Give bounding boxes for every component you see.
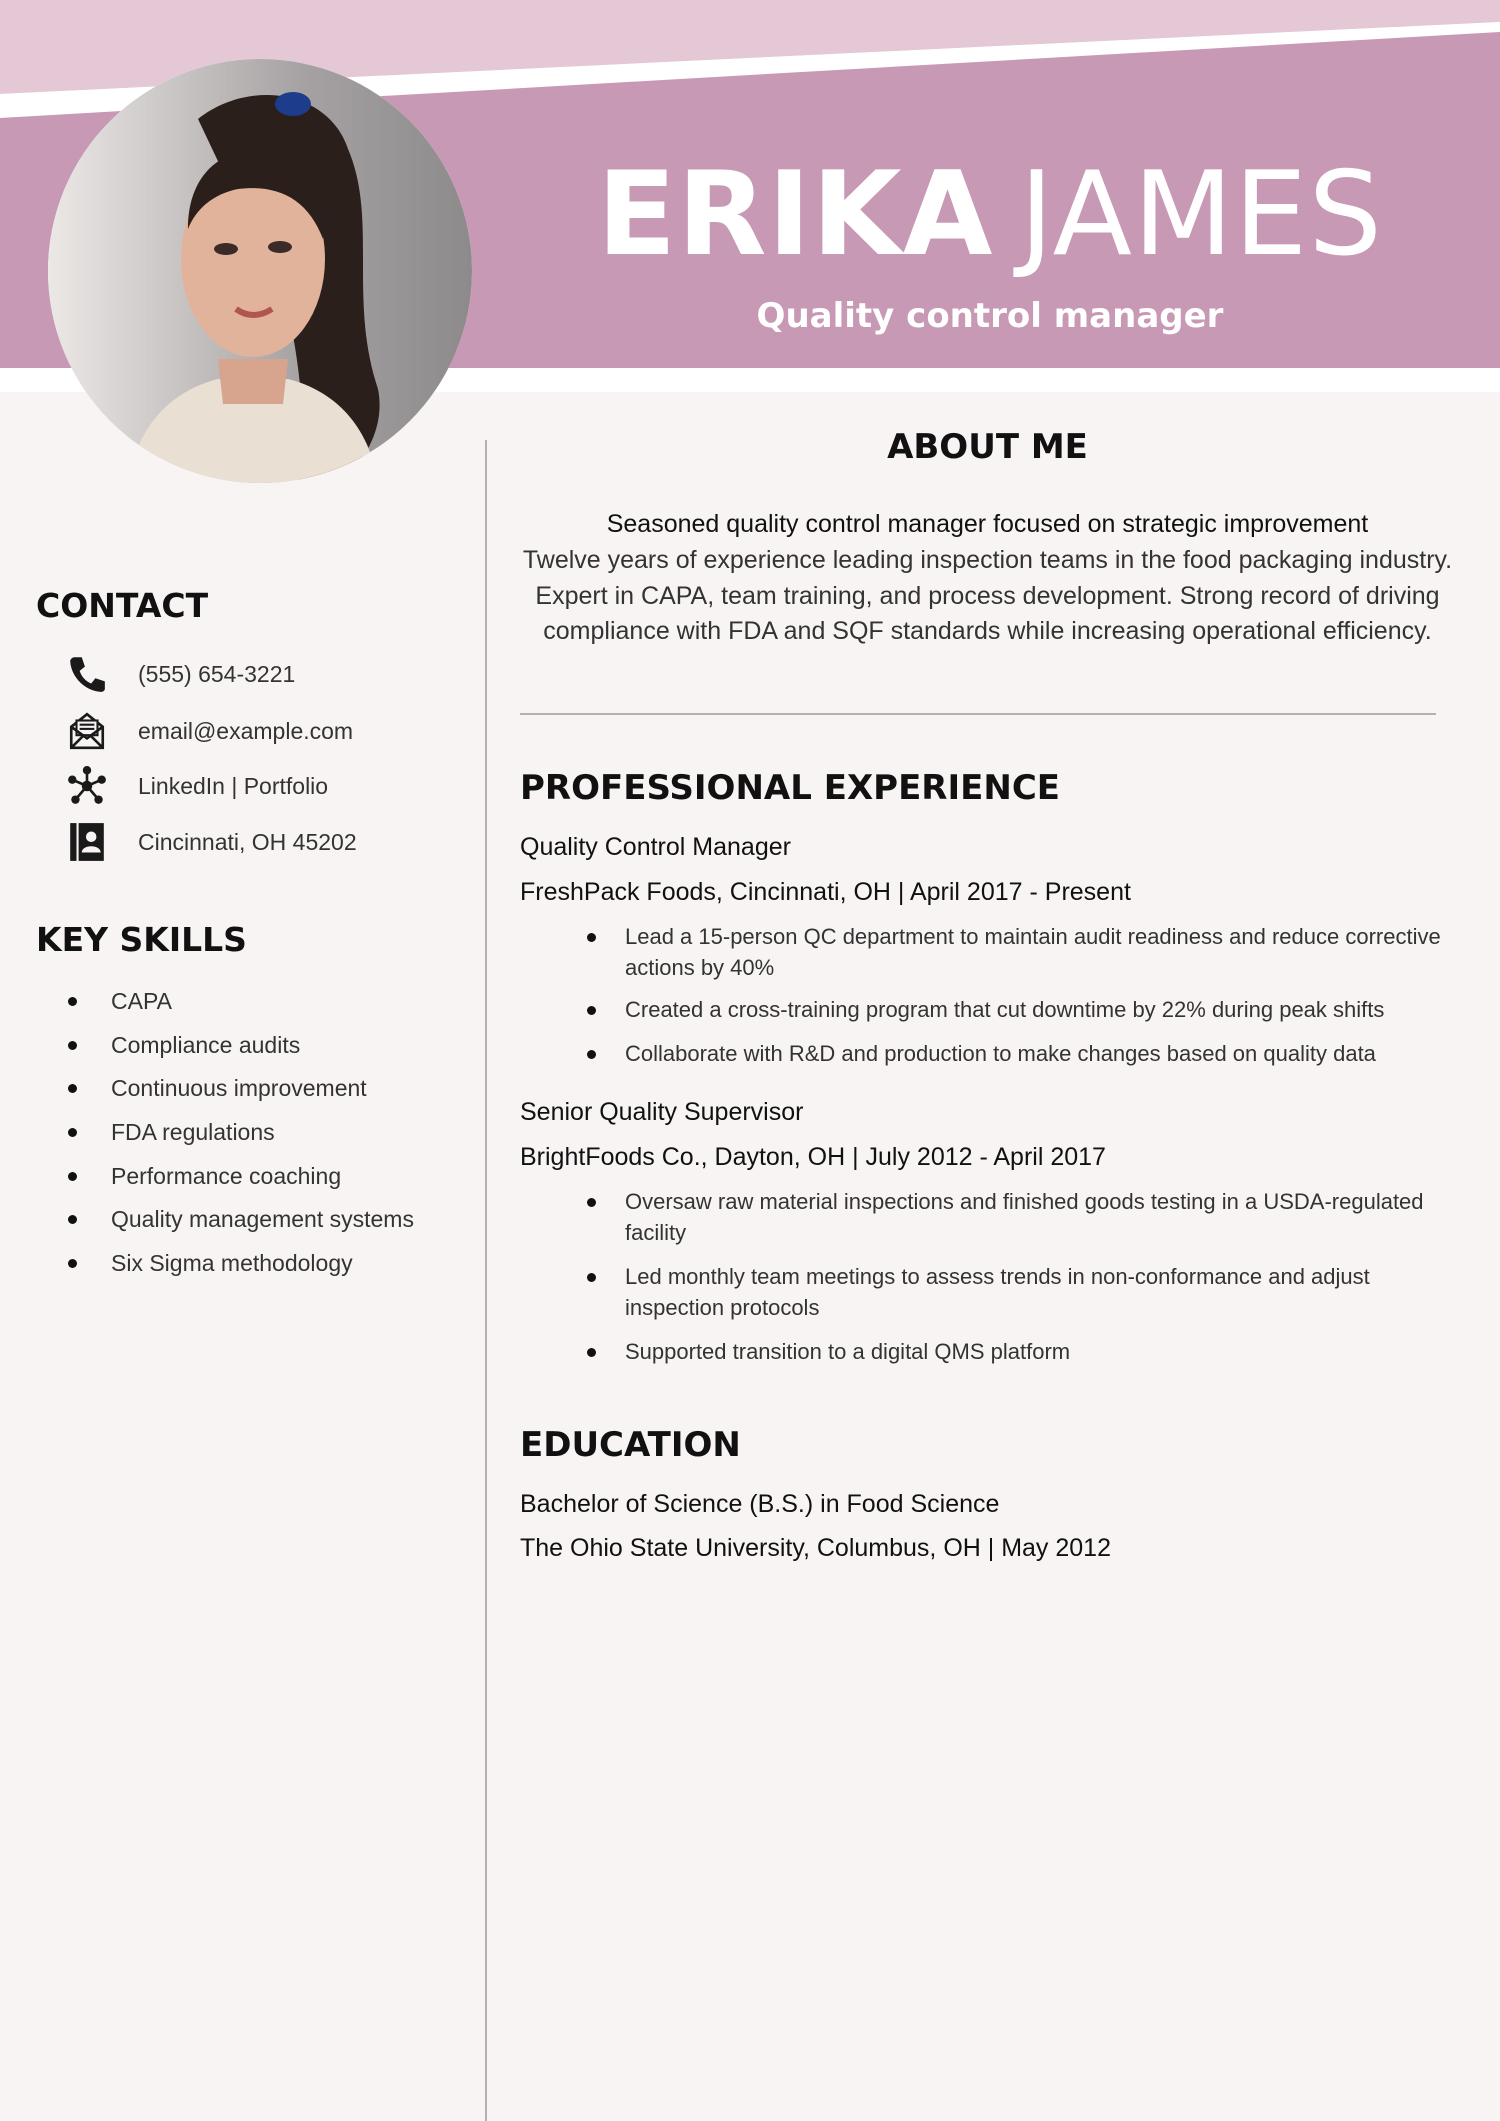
about-lead: Seasoned quality control manager focused on strategic improvement	[606, 510, 1369, 538]
job-role: Senior Quality Supervisor	[520, 1098, 804, 1126]
network-icon	[64, 763, 110, 809]
education-heading: EDUCATION	[520, 1425, 741, 1465]
skill-item: Compliance audits	[60, 1024, 414, 1068]
contact-heading: CONTACT	[36, 586, 209, 625]
full-name	[560, 147, 1420, 282]
experience-heading: PROFESSIONAL EXPERIENCE	[520, 768, 1060, 808]
job-bullet: Created a cross-training program that cut downtime by 22% during peak shifts	[580, 995, 1460, 1026]
job-bullet: Led monthly team meetings to assess trends in non-conformance and adjust inspection protocols	[580, 1262, 1460, 1323]
contact-location	[64, 819, 357, 865]
about-heading: ABOUT ME	[887, 427, 1088, 467]
job-bullet: Supported transition to a digital QMS platform	[580, 1337, 1460, 1368]
column-divider	[485, 440, 487, 2121]
phone-icon	[64, 651, 110, 697]
skill-item: CAPA	[60, 980, 414, 1024]
job-role: Quality Control Manager	[520, 833, 791, 861]
contact-email	[64, 708, 354, 754]
job-bullet: Collaborate with R&D and production to make changes based on quality data	[580, 1039, 1460, 1070]
skill-item: FDA regulations	[60, 1111, 414, 1155]
job-company: BrightFoods Co., Dayton, OH | July 2012 - April 2017	[520, 1143, 1106, 1171]
about-body: Twelve years of experience leading inspection teams in the food packaging industry. Expert in CAPA, team training, and process development. Strong record of driving compliance with FDA and SQF standards while increasing operational efficiency.	[522, 546, 1453, 645]
contact-links	[64, 763, 329, 809]
links-text: LinkedIn | Portfolio	[138, 772, 329, 799]
portrait-photo-icon	[48, 59, 472, 483]
profile-photo	[48, 59, 472, 483]
education-degree: Bachelor of Science (B.S.) in Food Science	[520, 1490, 1000, 1518]
skill-item: Performance coaching	[60, 1154, 414, 1198]
job-title: Quality control manager	[756, 296, 1224, 336]
job-bullets	[580, 922, 1460, 1069]
phone-text: (555) 654-3221	[138, 660, 296, 687]
skills-list	[60, 980, 414, 1285]
contact-card-icon	[64, 819, 110, 865]
first-name: ERIKA	[597, 147, 994, 282]
skill-item: Quality management systems	[60, 1198, 414, 1242]
contact-phone	[64, 651, 296, 697]
email-text: email@example.com	[138, 717, 354, 744]
skills-heading: KEY SKILLS	[36, 920, 247, 959]
location-text: Cincinnati, OH 45202	[138, 828, 357, 855]
section-divider	[520, 713, 1436, 715]
last-name: JAMES	[1019, 147, 1383, 282]
mail-icon	[64, 708, 110, 754]
job-bullet: Lead a 15-person QC department to maintain audit readiness and reduce corrective actions by 40%	[580, 922, 1460, 983]
skill-item: Six Sigma methodology	[60, 1242, 414, 1286]
education-school: The Ohio State University, Columbus, OH | May 2012	[520, 1534, 1111, 1562]
skill-item: Continuous improvement	[60, 1067, 414, 1111]
job-company: FreshPack Foods, Cincinnati, OH | April 2017 - Present	[520, 878, 1131, 906]
job-bullets	[580, 1187, 1460, 1368]
job-bullet: Oversaw raw material inspections and finished goods testing in a USDA-regulated facility	[580, 1187, 1460, 1248]
